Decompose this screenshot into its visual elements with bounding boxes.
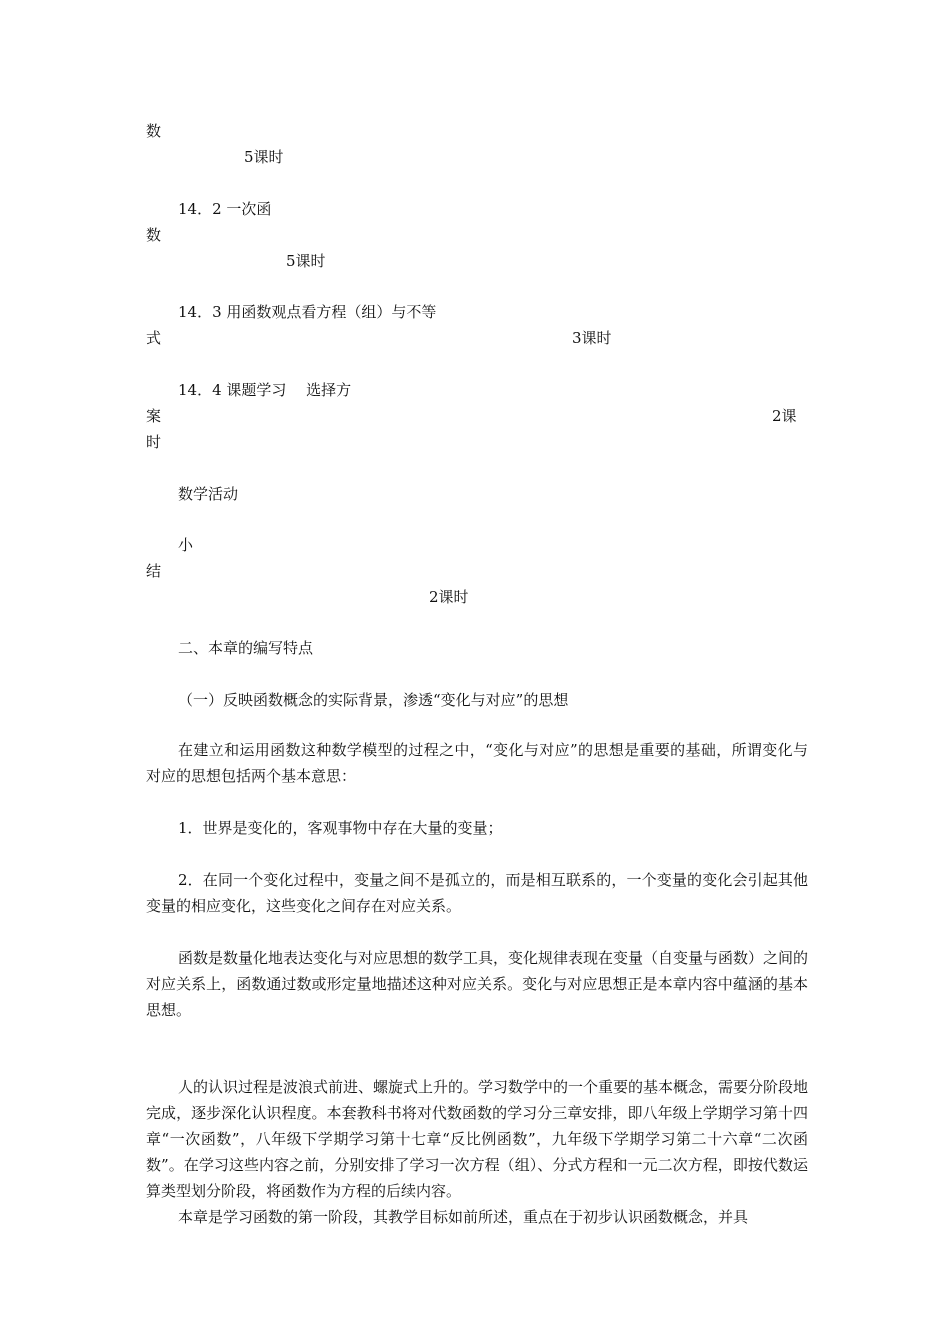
toc-hours: 2课时 xyxy=(429,588,469,606)
toc-hours: 2课 xyxy=(772,407,797,425)
toc-line-char: 数 xyxy=(146,226,162,244)
toc-activity: 数学活动 xyxy=(178,485,239,503)
toc-line-char: 数 xyxy=(146,122,162,140)
toc-section-title: 14．3 用函数观点看方程（组）与不等 xyxy=(178,303,437,321)
list-item: 1．世界是变化的，客观事物中存在大量的变量； xyxy=(178,819,503,837)
toc-section-title: 14．2 一次函 xyxy=(178,200,272,218)
toc-line-char: 小 xyxy=(178,536,194,554)
toc-line-char: 式 xyxy=(146,329,162,347)
toc-line-char: 案 xyxy=(146,407,162,425)
toc-hours: 5课时 xyxy=(286,252,326,270)
toc-section-title: 14．4 课题学习 选择方 xyxy=(178,381,352,399)
subsection-heading: （一）反映函数概念的实际背景，渗透“变化与对应”的思想 xyxy=(178,691,569,709)
toc-line-char: 结 xyxy=(146,562,162,580)
toc-hours: 3课时 xyxy=(572,329,612,347)
paragraph: 在建立和运用函数这种数学模型的过程之中，“变化与对应”的思想是重要的基础，所谓变化与对应的思想包括两个基本意思： xyxy=(146,741,808,785)
toc-hours: 5课时 xyxy=(244,148,284,166)
paragraph: 函数是数量化地表达变化与对应思想的数学工具，变化规律表现在变量（自变量与函数）之间的对应关系上，函数通过数或形定量地描述这种对应关系。变化与对应思想正是本章内容中蕴涵的基本思想。 xyxy=(146,949,809,1019)
paragraph: 本章是学习函数的第一阶段，其教学目标如前所述，重点在于初步认识函数概念，并具 xyxy=(178,1208,749,1226)
list-item: 2．在同一个变化过程中，变量之间不是孤立的，而是相互联系的，一个变量的变化会引起其他变量的相应变化，这些变化之间存在对应关系。 xyxy=(146,871,808,915)
section-heading: 二、本章的编写特点 xyxy=(178,639,314,657)
paragraph: 人的认识过程是波浪式前进、螺旋式上升的。学习数学中的一个重要的基本概念，需要分阶段地完成，逐步深化认识程度。本套教科书将对代数函数的学习分三章安排，即八年级上学期学习第十四章“一次函数”，八年级下学期学习第十七章“反比例函数”，九年级下学期学习第二十六章“二次函数”。在学习这些内容之前，分别安排了学习一次方程（组）、分式方程和一元二次方程，即按代数运算类型划分阶段，将函数作为方程的后续内容。 xyxy=(146,1078,809,1200)
toc-line-char: 时 xyxy=(146,433,162,451)
